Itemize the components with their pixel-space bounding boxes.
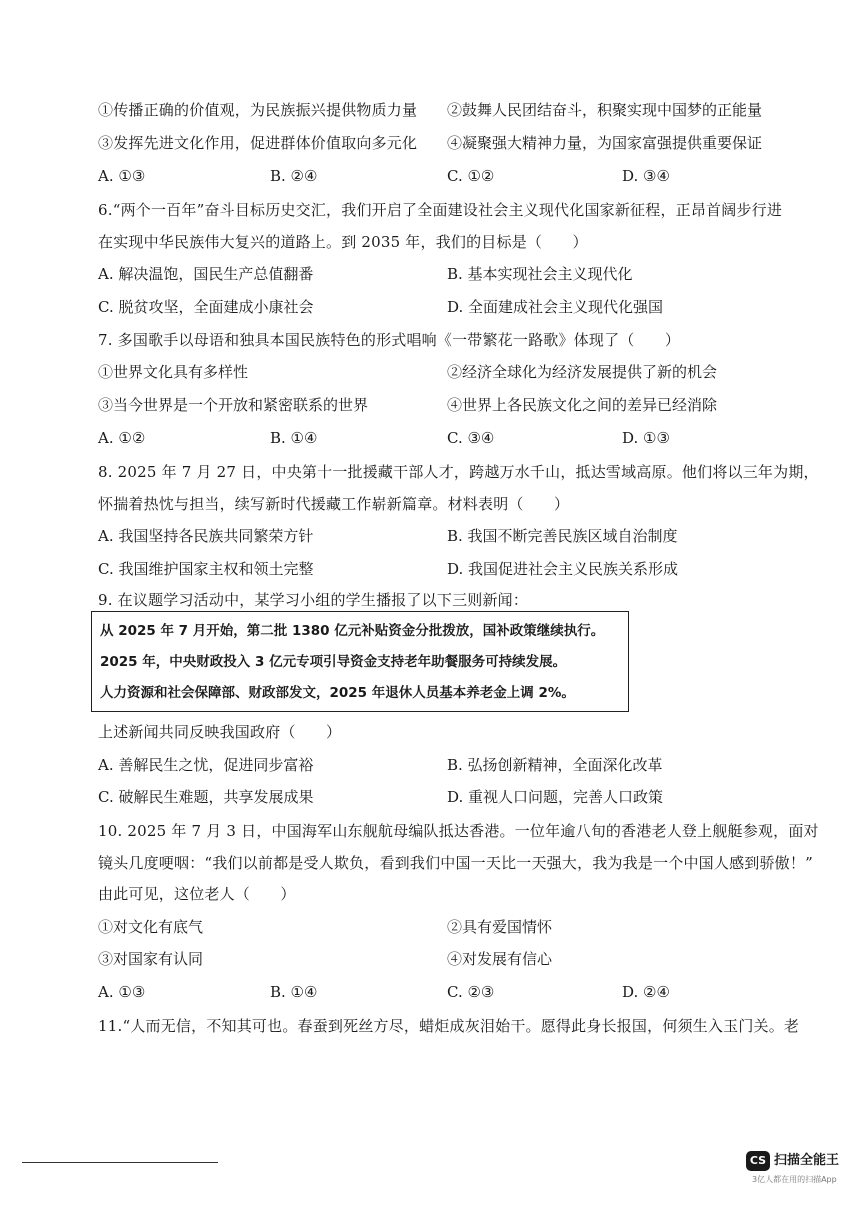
q5-statement-4: ④凝聚强大精神力量，为国家富强提供重要保证 [447,134,763,152]
q6-option-b: B. 基本实现社会主义现代化 [447,265,633,283]
q10-statement-2: ②具有爱国情怀 [447,918,553,936]
q6-stem-line-2: 在实现中华民族伟大复兴的道路上。到 2035 年，我们的目标是（ ） [98,233,588,251]
q10-stem-line-2: 镜头几度哽咽：“我们以前都是受人欺负，看到我们中国一天比一天强大，我为我是一个中国人感到骄傲！” [98,854,813,872]
q9-question: 上述新闻共同反映我国政府（ ） [98,723,342,741]
q5-option-d: D. ③④ [622,167,670,185]
q7-option-a: A. ①② [98,429,146,447]
q9-option-c: C. 破解民生难题，共享发展成果 [98,788,314,806]
q7-statement-2: ②经济全球化为经济发展提供了新的机会 [447,363,718,381]
q9-option-a: A. 善解民生之忧，促进同步富裕 [98,756,314,774]
scanner-watermark [746,1151,856,1191]
q9-option-b: B. 弘扬创新精神，全面深化改革 [447,756,663,774]
q5-option-c: C. ①② [447,167,495,185]
q7-statement-3: ③当今世界是一个开放和紧密联系的世界 [98,396,369,414]
q8-option-d: D. 我国促进社会主义民族关系形成 [447,560,679,578]
q9-option-d: D. 重视人口问题，完善人口政策 [447,788,664,806]
q7-statement-1: ①世界文化具有多样性 [98,363,249,381]
q10-stem-line-1: 10. 2025 年 7 月 3 日，中国海军山东舰航母编队抵达香港。一位年逾八旬的香港老人登上舰艇参观，面对 [98,822,819,840]
watermark-name: 扫描全能王 [774,1153,840,1168]
news-item-1: 从 2025 年 7 月开始，第二批 1380 亿元补贴资金分批拨放，国补政策继续执行。 [100,623,605,639]
q5-statement-2: ②鼓舞人民团结奋斗，积聚实现中国梦的正能量 [447,101,763,119]
q10-option-b: B. ①④ [270,983,318,1001]
q7-stem: 7. 多国歌手以母语和独具本国民族特色的形式唱响《一带繁花一路歌》体现了（ ） [98,331,681,349]
q9-stem: 9. 在议题学习活动中，某学习小组的学生播报了以下三则新闻： [98,591,529,609]
q8-option-a: A. 我国坚持各民族共同繁荣方针 [98,527,314,545]
camscanner-logo-icon: CS [746,1151,770,1171]
q10-option-d: D. ②④ [622,983,670,1001]
news-item-3: 人力资源和社会保障部、财政部发文，2025 年退休人员基本养老金上调 2%。 [100,685,575,701]
q11-stem-line-1: 11.“人而无信，不知其可也。春蚕到死丝方尽，蜡炬成灰泪始干。愿得此身长报国，何须生入玉门关。老 [98,1017,800,1035]
q10-statement-1: ①对文化有底气 [98,918,204,936]
q10-statement-3: ③对国家有认同 [98,950,204,968]
q8-stem-line-2: 怀揣着热忱与担当，续写新时代援藏工作崭新篇章。材料表明（ ） [98,495,570,513]
q6-option-a: A. 解决温饱，国民生产总值翻番 [98,265,314,283]
q7-statement-4: ④世界上各民族文化之间的差异已经消除 [447,396,718,414]
q6-stem-line-1: 6.“两个一百年”奋斗目标历史交汇，我们开启了全面建设社会主义现代化国家新征程，正昂首阔步行进 [98,201,783,219]
q7-option-c: C. ③④ [447,429,495,447]
q8-stem-line-1: 8. 2025 年 7 月 27 日，中央第十一批援藏干部人才，跨越万水千山，抵达雪域高原。他们将以三年为期， [98,463,819,481]
q5-option-a: A. ①③ [98,167,146,185]
q8-option-c: C. 我国维护国家主权和领土完整 [98,560,314,578]
q5-statement-1: ①传播正确的价值观，为民族振兴提供物质力量 [98,101,418,119]
q7-option-b: B. ①④ [270,429,318,447]
q5-statement-3: ③发挥先进文化作用，促进群体价值取向多元化 [98,134,418,152]
q10-option-a: A. ①③ [98,983,146,1001]
q10-stem-line-3: 由此可见，这位老人（ ） [98,885,296,903]
q10-option-c: C. ②③ [447,983,495,1001]
q7-option-d: D. ①③ [622,429,670,447]
q8-option-b: B. 我国不断完善民族区域自治制度 [447,527,678,545]
q6-option-c: C. 脱贫攻坚，全面建成小康社会 [98,298,314,316]
news-box [91,611,629,712]
q6-option-d: D. 全面建成社会主义现代化强国 [447,298,664,316]
watermark-tagline: 3亿人都在用的扫描App [752,1175,837,1184]
q10-statement-4: ④对发展有信心 [447,950,553,968]
footer-rule [22,1162,218,1163]
news-item-2: 2025 年，中央财政投入 3 亿元专项引导资金支持老年助餐服务可持续发展。 [100,654,567,670]
q5-option-b: B. ②④ [270,167,318,185]
